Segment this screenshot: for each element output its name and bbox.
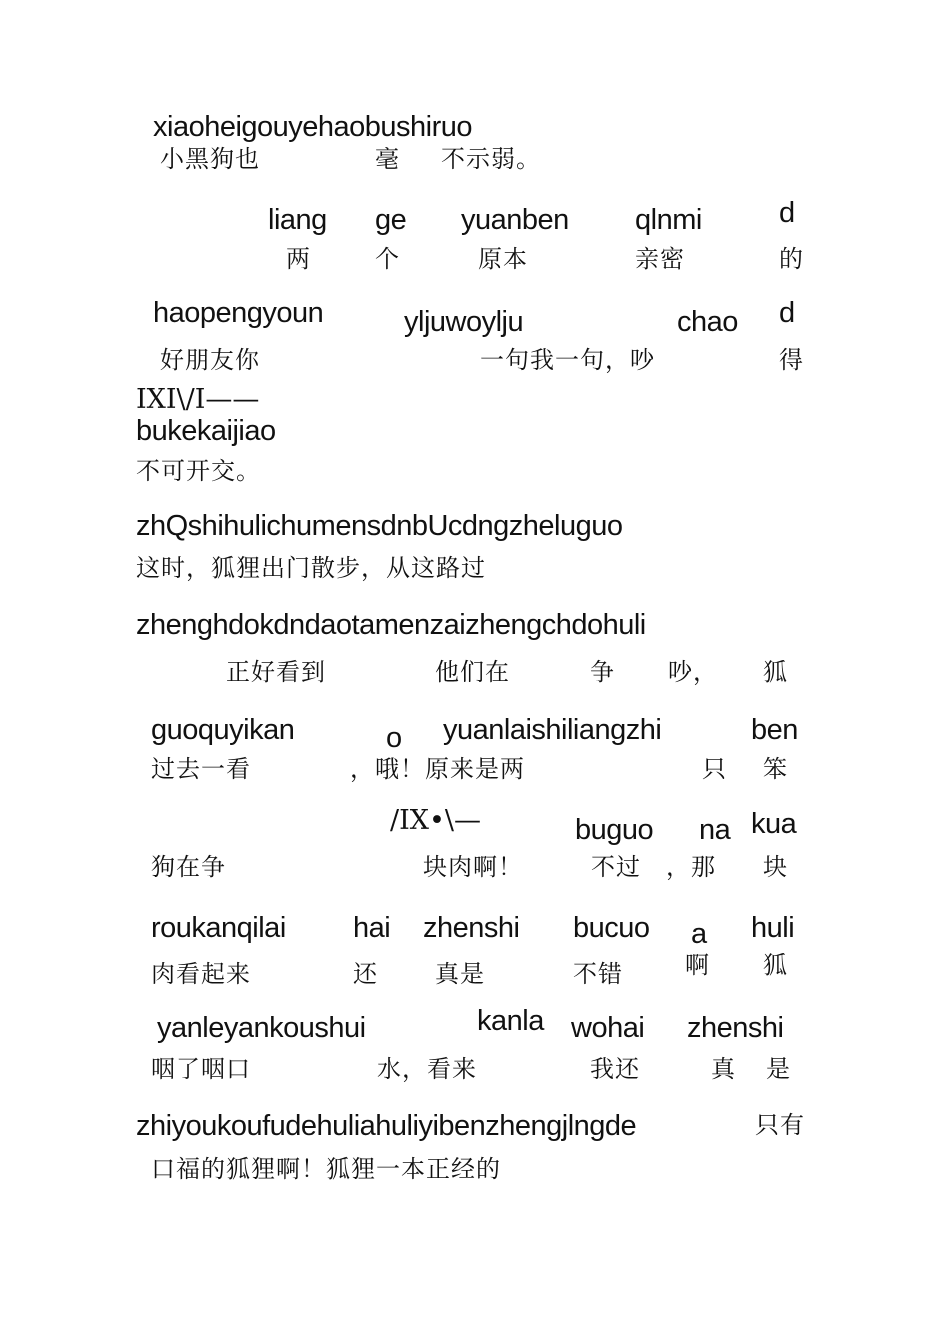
pinyin-word: bucuo xyxy=(573,912,650,944)
hanzi-word: ，哦！原来是两 xyxy=(350,755,525,783)
hanzi-word: 不错 xyxy=(573,960,623,988)
pinyin-word: buguo xyxy=(575,814,654,846)
pinyin-word: huli xyxy=(751,912,795,944)
hanzi-word: 他们在 xyxy=(435,658,510,686)
hanzi-word: 真 xyxy=(711,1055,736,1083)
hanzi-word: 吵， xyxy=(668,658,718,686)
hanzi-word: 真是 xyxy=(435,960,485,988)
pinyin-word: kanla xyxy=(477,1005,544,1037)
hanzi-word: 原本 xyxy=(478,245,528,273)
hanzi-word: 还 xyxy=(353,960,378,988)
pinyin-word: kua xyxy=(751,808,797,840)
hanzi-word: 狗在争 xyxy=(151,853,226,881)
hanzi-word: 只 xyxy=(702,755,727,783)
hanzi-line: 不示弱。 xyxy=(441,145,541,173)
pinyin-line: xiaoheigouyehaobushiruo xyxy=(153,111,473,143)
hanzi-word: 狐 xyxy=(763,953,788,979)
hanzi-word: 亲密 xyxy=(635,245,685,273)
garbled-text: IXI\/I—— xyxy=(136,384,260,415)
pinyin-word: ben xyxy=(751,714,798,746)
pinyin-word: haopengyoun xyxy=(153,297,324,329)
pinyin-word: chao xyxy=(677,306,738,338)
hanzi-word: 的 xyxy=(779,245,804,273)
hanzi-line: 毫 xyxy=(375,145,400,173)
hanzi-word: 只有 xyxy=(755,1111,805,1139)
pinyin-word: na xyxy=(699,814,731,846)
hanzi-word: 个 xyxy=(375,245,400,273)
hanzi-word: 块肉啊！ xyxy=(423,853,523,881)
pinyin-word: guoquyikan xyxy=(151,714,295,746)
garbled-text: /IX•\— xyxy=(390,805,482,836)
pinyin-word: yanleyankoushui xyxy=(157,1012,366,1044)
hanzi-word: 正好看到 xyxy=(226,658,326,686)
pinyin-line: zhiyoukoufudehuliahuliyibenzhengjlngde xyxy=(136,1110,637,1142)
hanzi-line: 不可开交。 xyxy=(136,457,261,485)
pinyin-word: roukanqilai xyxy=(151,912,286,944)
hanzi-word: 我还 xyxy=(590,1055,640,1083)
pinyin-word: liang xyxy=(268,204,327,236)
pinyin-word: qlnmi xyxy=(635,204,702,236)
pinyin-word: zhenshi xyxy=(687,1012,784,1044)
pinyin-line: zhenghdokdndaotamenzaizhengchdohuli xyxy=(136,609,646,641)
hanzi-word: 一句我一句，吵 xyxy=(480,346,655,374)
pinyin-word: yuanlaishiliangzhi xyxy=(443,714,662,746)
hanzi-line: 口福的狐狸啊！狐狸一本正经的 xyxy=(151,1155,501,1183)
pinyin-word: o xyxy=(386,722,402,754)
hanzi-word: 是 xyxy=(766,1055,791,1083)
hanzi-word: 肉看起来 xyxy=(151,960,251,988)
pinyin-word: hai xyxy=(353,912,391,944)
hanzi-word: 争 xyxy=(590,658,615,686)
pinyin-word: ge xyxy=(375,204,407,236)
pinyin-word: zhenshi xyxy=(423,912,520,944)
pinyin-word: yljuwoylju xyxy=(404,306,524,338)
hanzi-word: 得 xyxy=(779,346,804,374)
pinyin-word: d xyxy=(779,297,795,329)
pinyin-word: wohai xyxy=(571,1012,645,1044)
hanzi-word: 狐 xyxy=(763,660,788,686)
hanzi-word: 咽了咽口 xyxy=(151,1055,251,1083)
pinyin-line: zhQshihulichumensdnbUcdngzheluguo xyxy=(136,510,623,542)
hanzi-word: 不过 xyxy=(591,853,641,881)
hanzi-word: 好朋友你 xyxy=(160,346,260,374)
hanzi-line: 这时，狐狸出门散步，从这路过 xyxy=(136,554,486,582)
pinyin-word: a xyxy=(691,918,707,950)
hanzi-word: ，那 xyxy=(666,853,716,881)
hanzi-word: 啊 xyxy=(685,951,710,979)
pinyin-word: d xyxy=(779,197,795,229)
pinyin-line: bukekaijiao xyxy=(136,415,276,447)
hanzi-word: 两 xyxy=(286,245,311,273)
hanzi-word: 笨 xyxy=(763,755,788,783)
hanzi-line: 小黑狗也 xyxy=(160,145,260,173)
hanzi-word: 过去一看 xyxy=(151,755,251,783)
hanzi-word: 块 xyxy=(763,853,788,881)
pinyin-word: yuanben xyxy=(461,204,569,236)
hanzi-word: 水，看来 xyxy=(377,1055,477,1083)
